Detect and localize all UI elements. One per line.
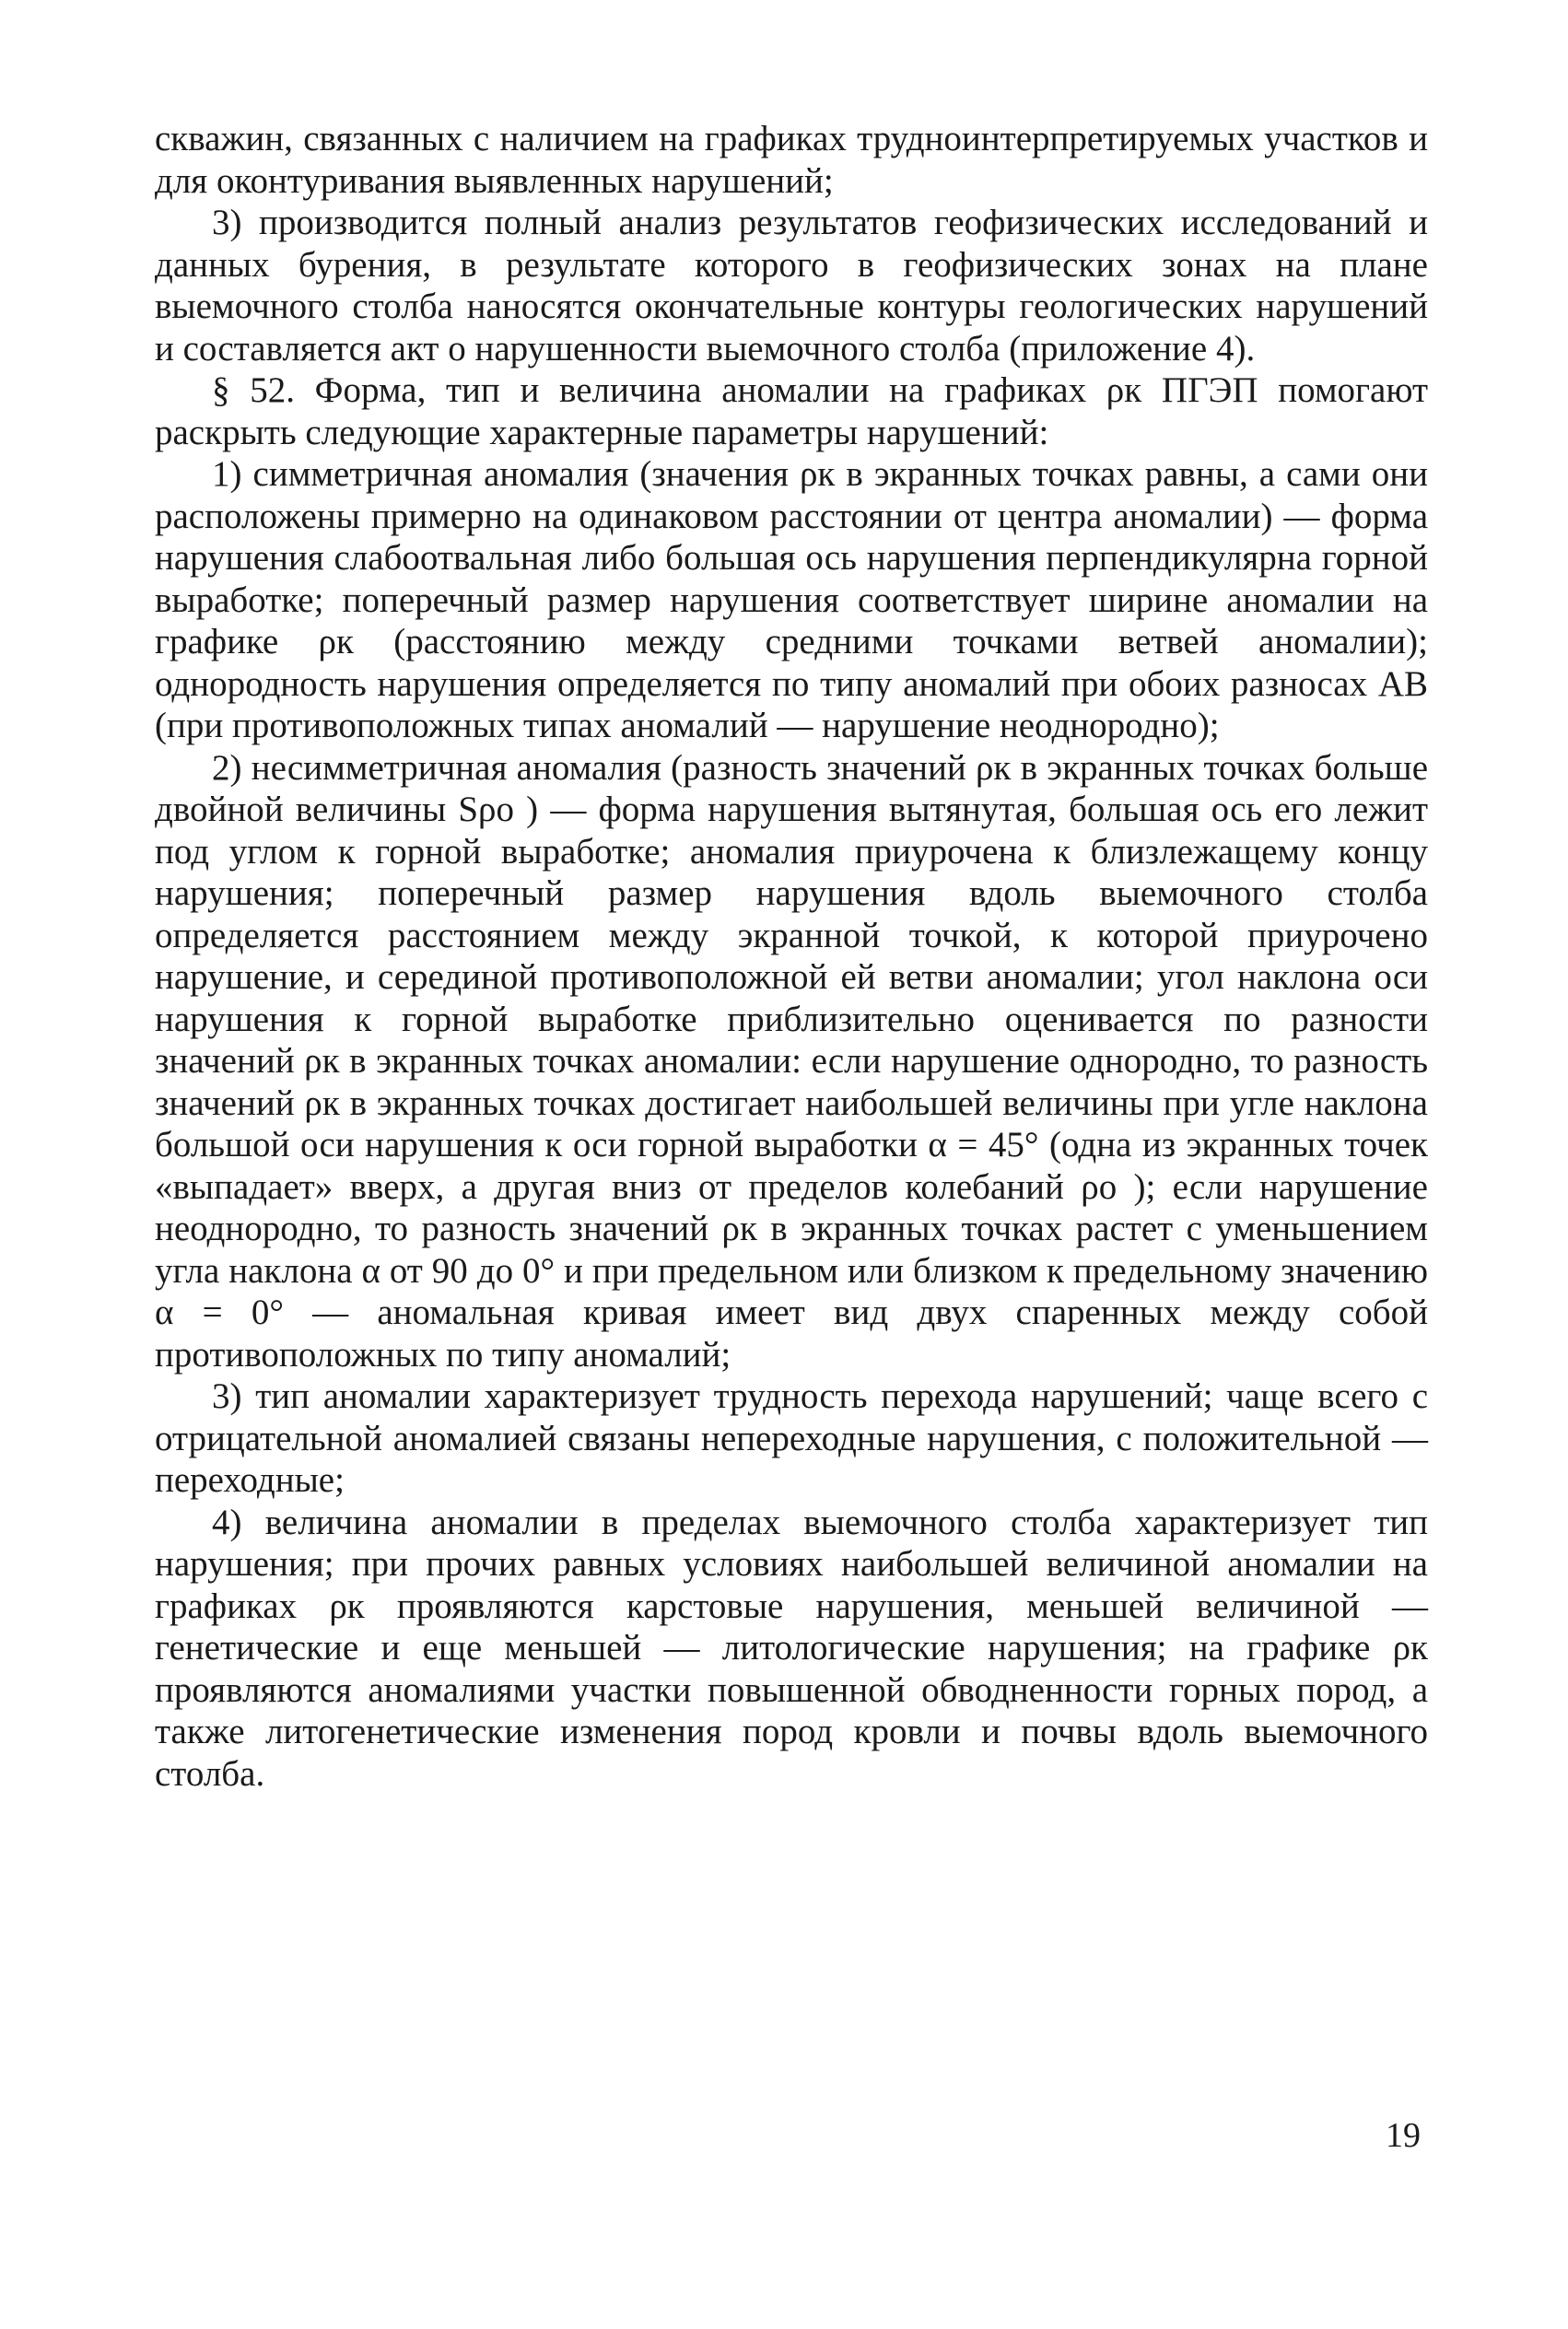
paragraph-item-3: 3) производится полный анализ результатов геофизических исследований и данных бурения, в результате которого в геофизических зонах на плане выемочного столба наносятся окончательные контуры геологических нарушений и составляется акт о нарушенности выемочного столба (приложение 4). <box>155 203 1428 369</box>
body-text <box>155 118 1428 1795</box>
page-number: 19 <box>1386 2116 1421 2155</box>
paragraph-item-2-asymmetric: 2) несимметричная аномалия (разность значений ρк в экранных точках больше двойной величины Sρо ) — форма нарушения вытянутая, большая ось его лежит под углом к горной выработке; аномалия приурочена к близлежащему концу нарушения; поперечный размер нарушения вдоль выемочного столба определяется расстоянием между экранной точкой, к которой приурочено нарушение, и серединой противоположной ей ветви аномалии; угол наклона оси нарушения к горной выработке приблизительно оценивается по разности значений ρк в экранных точках аномалии: если нарушение однородно, то разность значений ρк в экранных точках достигает наибольшей величины при угле наклона большой оси нарушения к оси горной выработки α = 45° (одна из экранных точек «выпадает» вверх, а другая вниз от пределов колебаний ρо ); если нарушение неоднородно, то разность значений ρк в экранных точках растет с уменьшением угла наклона α от 90 до 0° и при предельном или близком к предельному значению α = 0° — аномальная кривая имеет вид двух спаренных между собой противоположных по типу аномалий; <box>155 747 1428 1375</box>
paragraph-section-52: § 52. Форма, тип и величина аномалии на графиках ρк ПГЭП помогают раскрыть следующие характерные параметры нарушений: <box>155 370 1428 452</box>
paragraph-continuation: скважин, связанных с наличием на графиках трудноинтерпретируемых участков и для оконтуривания выявленных нарушений; <box>155 119 1428 201</box>
paragraph-item-3-type: 3) тип аномалии характеризует трудность перехода нарушений; чаще всего с отрицательной аномалией связаны непереходные нарушения, с положительной — переходные; <box>155 1376 1428 1500</box>
paragraph-item-4-magnitude: 4) величина аномалии в пределах выемочного столба характеризует тип нарушения; при прочих равных условиях наибольшей величиной аномалии на графиках ρк проявляются карстовые нарушения, меньшей величиной — генетические и еще меньшей — литологические нарушения; на графике ρк проявляются аномалиями участки повышенной обводненности горных пород, а также литогенетические изменения пород кровли и почвы вдоль выемочного столба. <box>155 1502 1428 1794</box>
paragraph-item-1-symmetric: 1) симметричная аномалия (значения ρк в экранных точках равны, а сами они расположены примерно на одинаковом расстоянии от центра аномалии) — форма нарушения слабоотвальная либо большая ось нарушения перпендикулярна горной выработке; поперечный размер нарушения соответствует ширине аномалии на графике ρк (расстоянию между средними точками ветвей аномалии); однородность нарушения определяется по типу аномалий при обоих разносах АВ (при противоположных типах аномалий — нарушение неоднородно); <box>155 454 1428 745</box>
